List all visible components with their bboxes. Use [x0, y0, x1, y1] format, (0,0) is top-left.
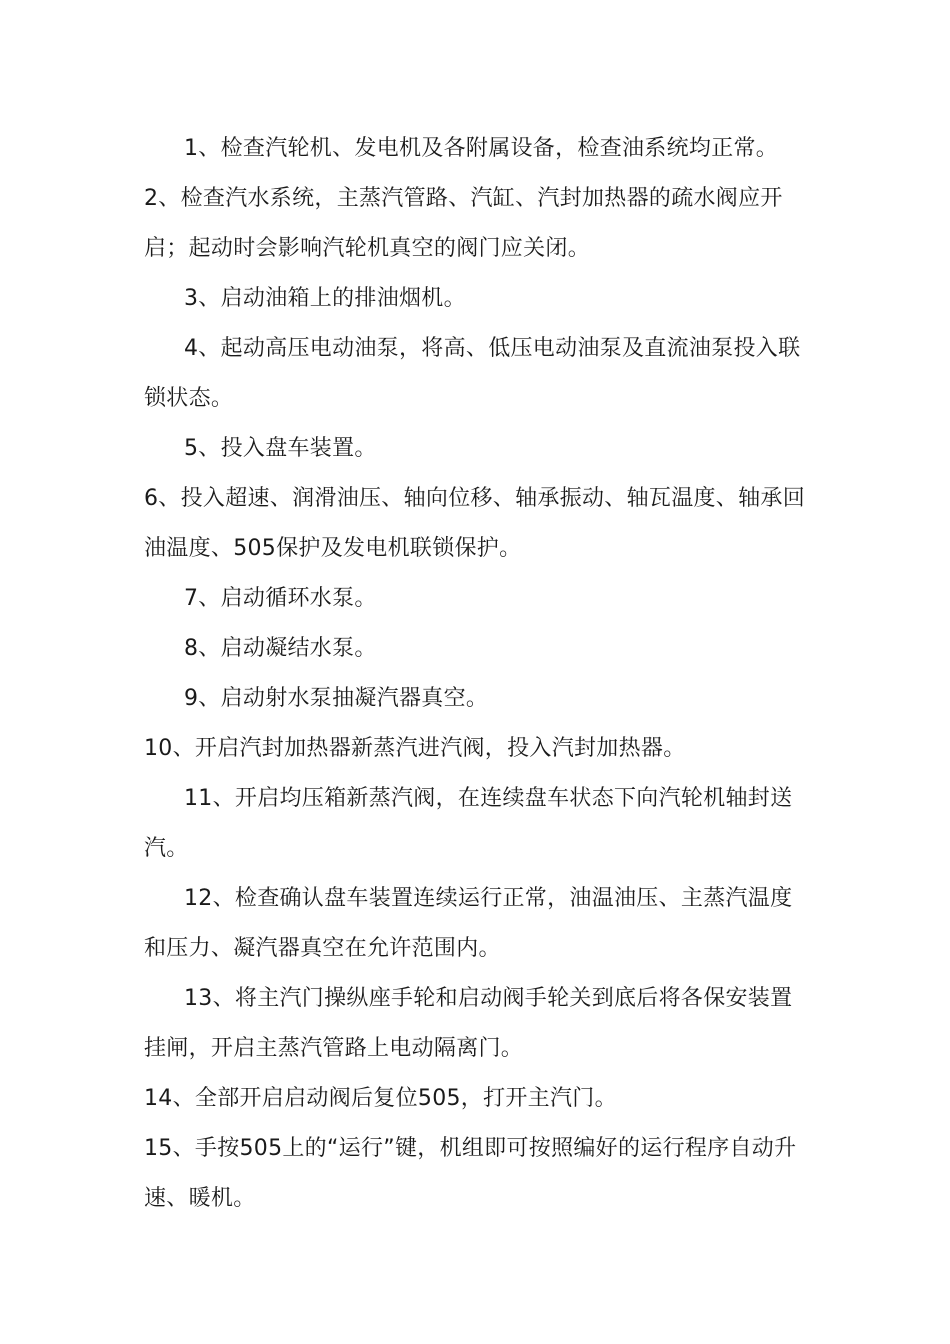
step-paragraph-3: 3、启动油箱上的排油烟机。: [184, 286, 466, 311]
step-paragraph-11: 11、开启均压箱新蒸汽阀，在连续盘车状态下向汽轮机轴封送汽。: [144, 786, 793, 861]
step-paragraph-8: 8、启动凝结水泵。: [184, 636, 377, 661]
step-paragraph-13: 13、将主汽门操纵座手轮和启动阀手轮关到底后将各保安装置挂闸，开启主蒸汽管路上电动隔离门。: [144, 986, 793, 1061]
step-paragraph-7: 7、启动循环水泵。: [184, 586, 377, 611]
step-paragraph-6: 6、投入超速、润滑油压、轴向位移、轴承振动、轴瓦温度、轴承回油温度、505保护及发电机联锁保护。: [144, 486, 805, 561]
step-paragraph-12: 12、检查确认盘车装置连续运行正常，油温油压、主蒸汽温度和压力、凝汽器真空在允许范围内。: [144, 886, 793, 961]
step-paragraph-15: 15、手按505上的“运行”键，机组即可按照编好的运行程序自动升速、暖机。: [144, 1136, 797, 1211]
step-paragraph-5: 5、投入盘车装置。: [184, 436, 377, 461]
step-paragraph-2: 2、检查汽水系统，主蒸汽管路、汽缸、汽封加热器的疏水阀应开启；起动时会影响汽轮机真空的阀门应关闭。: [144, 186, 783, 261]
step-paragraph-14: 14、全部开启启动阀后复位505，打开主汽门。: [144, 1086, 617, 1111]
step-paragraph-9: 9、启动射水泵抽凝汽器真空。: [184, 686, 489, 711]
step-paragraph-10: 10、开启汽封加热器新蒸汽进汽阀，投入汽封加热器。: [144, 736, 686, 761]
document-body: [144, 124, 814, 1224]
step-paragraph-4: 4、起动高压电动油泵，将高、低压电动油泵及直流油泵投入联锁状态。: [144, 336, 801, 411]
step-paragraph-1: 1、检查汽轮机、发电机及各附属设备，检查油系统均正常。: [184, 136, 779, 161]
